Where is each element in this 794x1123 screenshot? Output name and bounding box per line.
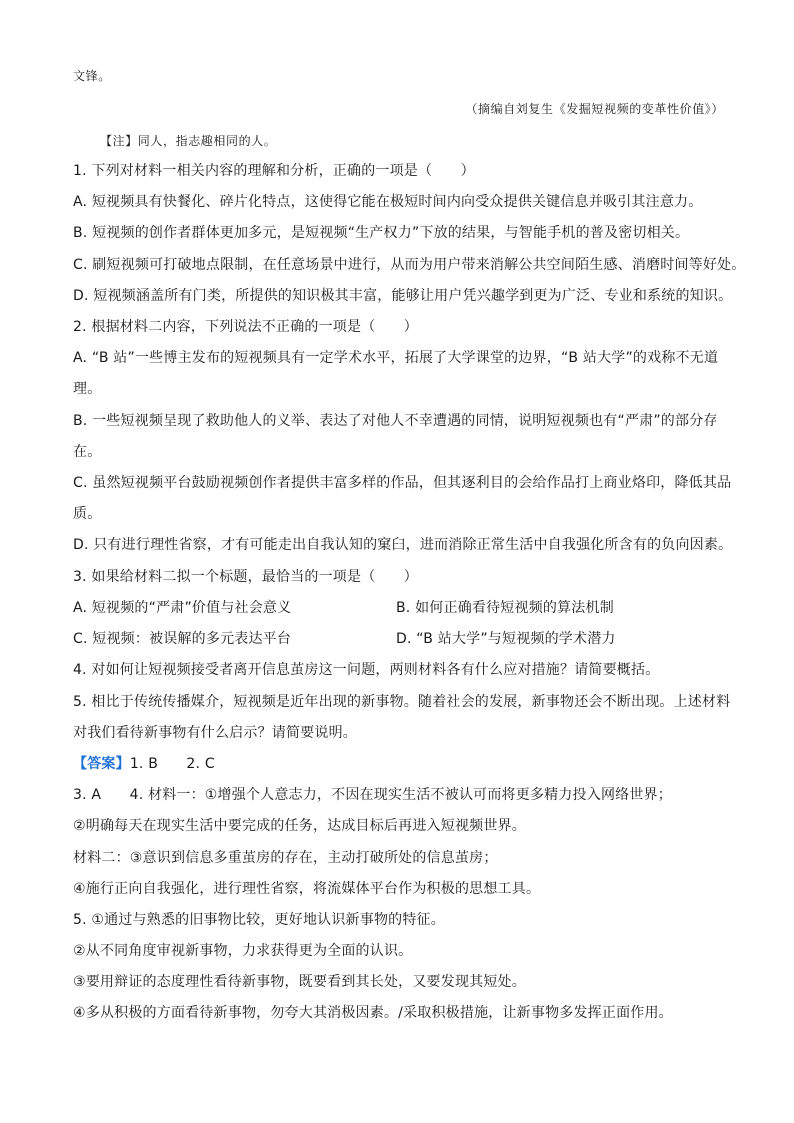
q2-stem: 2. 根据材料二内容，下列说法不正确的一项是（ ） [73, 319, 419, 335]
q3-option-b: B. 如何正确看待短视频的算法机制 [396, 600, 614, 616]
q3-options-row1 [73, 598, 723, 618]
q3-option-d: D. “B 站大学”与短视频的学术潜力 [396, 631, 616, 647]
note: 【注】同人，指志趣相同的人。 [100, 134, 277, 148]
q1-option-b: B. 短视频的创作者群体更加多元，是短视频“生产权力”下放的结果，与智能手机的普及密切相关。 [73, 225, 690, 241]
q2-option-a-line1: A. “B 站”一些博主发布的短视频具有一定学术水平，拓展了大学课堂的边界，“B 站大学”的戏称不无道 [73, 350, 719, 366]
q2-option-c-line2: 质。 [73, 506, 102, 522]
answer-line-1 [73, 754, 215, 774]
answer-tag: 【答案】 [73, 756, 130, 772]
answer-q3-q4-line1: 3. A 4. 材料一：①增强个人意志力，不因在现实生活不被认可而将更多精力投入网络世界； [73, 787, 672, 803]
q1-option-d: D. 短视频涵盖所有门类，所提供的知识极其丰富，能够让用户凭兴趣学到更为广泛、专业和系统的知识。 [73, 288, 733, 304]
q1-option-a: A. 短视频具有快餐化、碎片化特点，这使得它能在极短时间内向受众提供关键信息并吸引其注意力。 [73, 194, 703, 210]
answer-q4-line4: ④施行正向自我强化，进行理性省察，将流媒体平台作为积极的思想工具。 [73, 881, 541, 897]
answer-q4-line3: 材料二：③意识到信息多重茧房的存在，主动打破所处的信息茧房； [73, 850, 498, 866]
q2-option-b-line1: B. 一些短视频呈现了救助他人的义举、表达了对他人不幸遭遇的同情，说明短视频也有“严肃”的部分存 [73, 413, 718, 429]
q4-stem: 4. 对如何让短视频接受者离开信息茧房这一问题，两则材料各有什么应对措施？请简要概括。 [73, 662, 660, 678]
q5-stem-line2: 对我们看待新事物有什么启示？请简要说明。 [73, 725, 357, 741]
q3-option-a: A. 短视频的“严肃”价值与社会意义 [73, 600, 292, 616]
q3-stem: 3. 如果给材料二拟一个标题，最恰当的一项是（ ） [73, 569, 419, 585]
answer-q1-q2: 1. B 2. C [129, 756, 215, 772]
top-fragment: 文锋。 [73, 69, 111, 83]
answer-q5-line4: ④多从积极的方面看待新事物，勿夸大其消极因素。/采取积极措施，让新事物多发挥正面作用。 [73, 1005, 673, 1021]
q2-option-d: D. 只有进行理性省察，才有可能走出自我认知的窠臼，进而消除正常生活中自我强化所含有的负向因素。 [73, 537, 733, 553]
q1-stem: 1. 下列对材料一相关内容的理解和分析，正确的一项是（ ） [73, 163, 475, 179]
q3-options-row2 [73, 629, 723, 649]
q2-option-c-line1: C. 虽然短视频平台鼓励视频创作者提供丰富多样的作品，但其逐利目的会给作品打上商业烙印，降低其品 [73, 475, 732, 491]
answer-q5-line1: 5. ①通过与熟悉的旧事物比较，更好地认识新事物的特征。 [73, 912, 445, 928]
q1-option-c: C. 刷短视频可打破地点限制，在任意场景中进行，从而为用户带来消解公共空间陌生感、消磨时间等好处。 [73, 257, 746, 273]
answer-q5-line3: ③要用辩证的态度理性看待新事物，既要看到其长处，又要发现其短处。 [73, 974, 526, 990]
q5-stem-line1: 5. 相比于传统传播媒介，短视频是近年出现的新事物。随着社会的发展，新事物还会不断出现。上述材料 [73, 694, 731, 710]
q3-option-c: C. 短视频：被误解的多元表达平台 [73, 631, 292, 647]
q2-option-b-line2: 在。 [73, 444, 102, 460]
answer-q4-line2: ②明确每天在现实生活中要完成的任务，达成目标后再进入短视频世界。 [73, 818, 526, 834]
answer-q5-line2: ②从不同角度审视新事物，力求获得更为全面的认识。 [73, 943, 413, 959]
q2-option-a-line2: 理。 [73, 381, 102, 397]
citation: （摘编自刘复生《发掘短视频的变革性价值》） [465, 102, 724, 116]
